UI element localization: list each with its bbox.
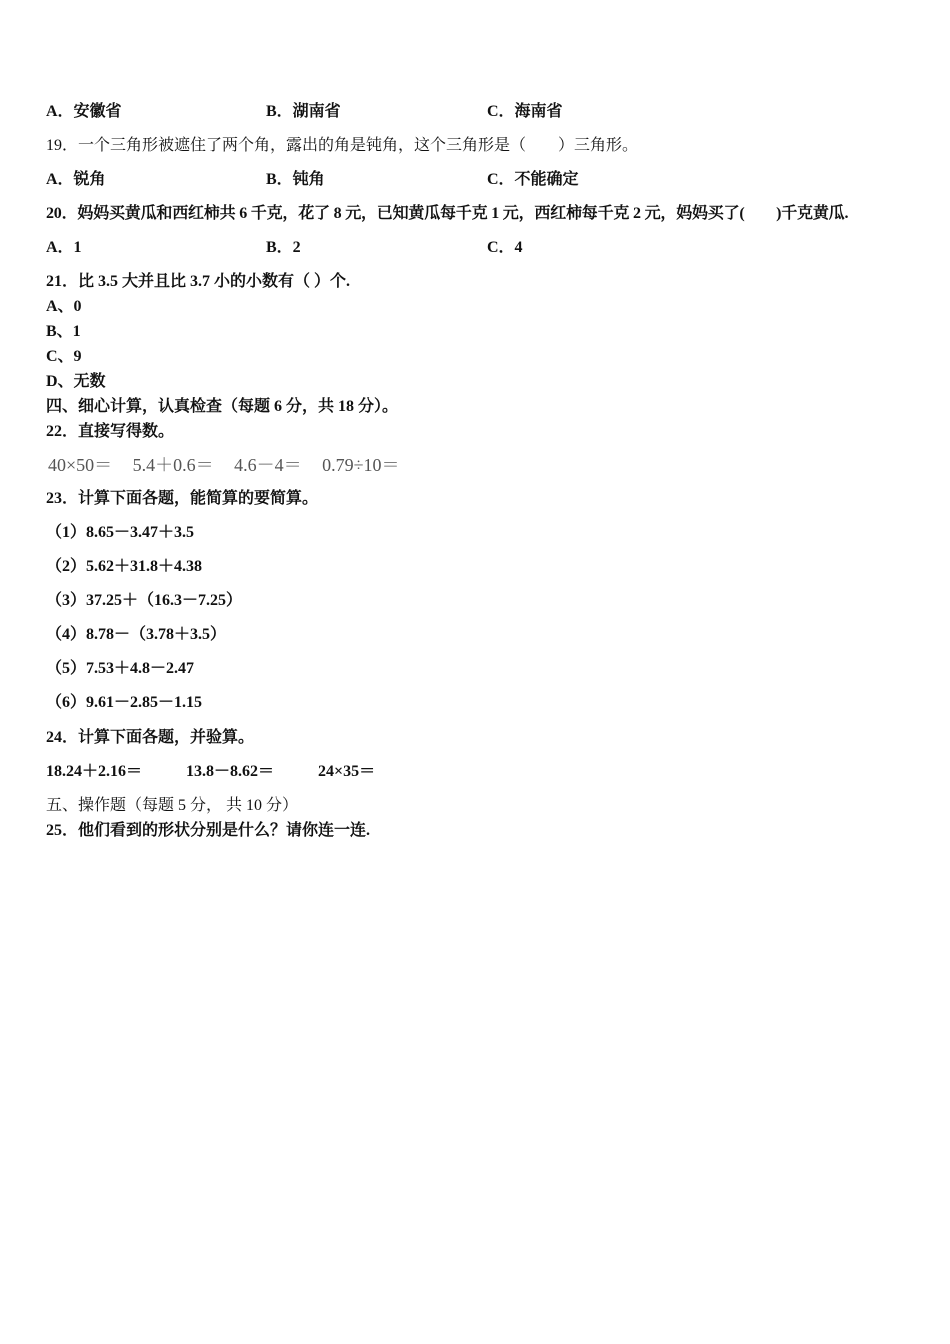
q19-options	[46, 170, 746, 190]
q25-stem: 25．他们看到的形状分别是什么？请你连一连.	[46, 822, 371, 839]
q24-item: 18.24＋2.16＝	[46, 763, 143, 780]
q23-stem: 23．计算下面各题，能简算的要简算。	[46, 490, 319, 507]
q23-item-3: （3）37.25＋（16.3－7.25）	[46, 592, 243, 609]
q21-option-b: B、1	[46, 323, 81, 340]
q22-item: 5.4＋0.6＝	[132, 455, 214, 475]
q22-items	[48, 454, 416, 476]
q20-option-b: B．2	[266, 239, 301, 256]
q21-option-c: C、9	[46, 348, 82, 365]
section-4-heading: 四、细心计算，认真检查（每题 6 分，共 18 分）。	[46, 398, 399, 415]
q20-options	[46, 238, 746, 258]
q18-options	[46, 102, 746, 122]
q21-option-d: D、无数	[46, 373, 106, 390]
q19-stem: 19．一个三角形被遮住了两个角，露出的角是钝角，这个三角形是（ ）三角形。	[46, 137, 639, 154]
q23-item-6: （6）9.61－2.85－1.15	[46, 694, 203, 711]
q20-option-c: C．4	[487, 239, 523, 256]
q22-item: 4.6－4＝	[234, 455, 302, 475]
q24-items	[46, 762, 415, 782]
q23-item-1: （1）8.65－3.47＋3.5	[46, 524, 195, 541]
section-5-heading: 五、操作题（每题 5 分， 共 10 分）	[46, 797, 299, 814]
q19-option-b: B．钝角	[266, 171, 325, 188]
q20-option-a: A．1	[46, 239, 82, 256]
q18-option-b: B．湖南省	[266, 103, 341, 120]
q22-item: 40×50＝	[48, 455, 113, 475]
q18-option-a: A．安徽省	[46, 103, 122, 120]
q22-item: 0.79÷10＝	[322, 455, 400, 475]
q23-item-2: （2）5.62＋31.8＋4.38	[46, 558, 203, 575]
q22-stem: 22．直接写得数。	[46, 423, 175, 440]
q18-option-c: C．海南省	[487, 103, 563, 120]
q21-stem: 21．比 3.5 大并且比 3.7 小的小数有（ ）个.	[46, 273, 351, 290]
q24-item: 13.8－8.62＝	[186, 763, 275, 780]
q24-stem: 24．计算下面各题，并验算。	[46, 729, 255, 746]
q20-stem: 20．妈妈买黄瓜和西红柿共 6 千克，花了 8 元，已知黄瓜每千克 1 元，西红柿每千克 2 元，妈妈买了( )千克黄瓜.	[46, 205, 849, 222]
q21-option-a: A、0	[46, 298, 82, 315]
q23-item-5: （5）7.53＋4.8－2.47	[46, 660, 195, 677]
q23-item-4: （4）8.78－（3.78＋3.5）	[46, 626, 227, 643]
q24-item: 24×35＝	[318, 763, 376, 780]
q19-option-c: C．不能确定	[487, 171, 579, 188]
q19-option-a: A．锐角	[46, 171, 106, 188]
